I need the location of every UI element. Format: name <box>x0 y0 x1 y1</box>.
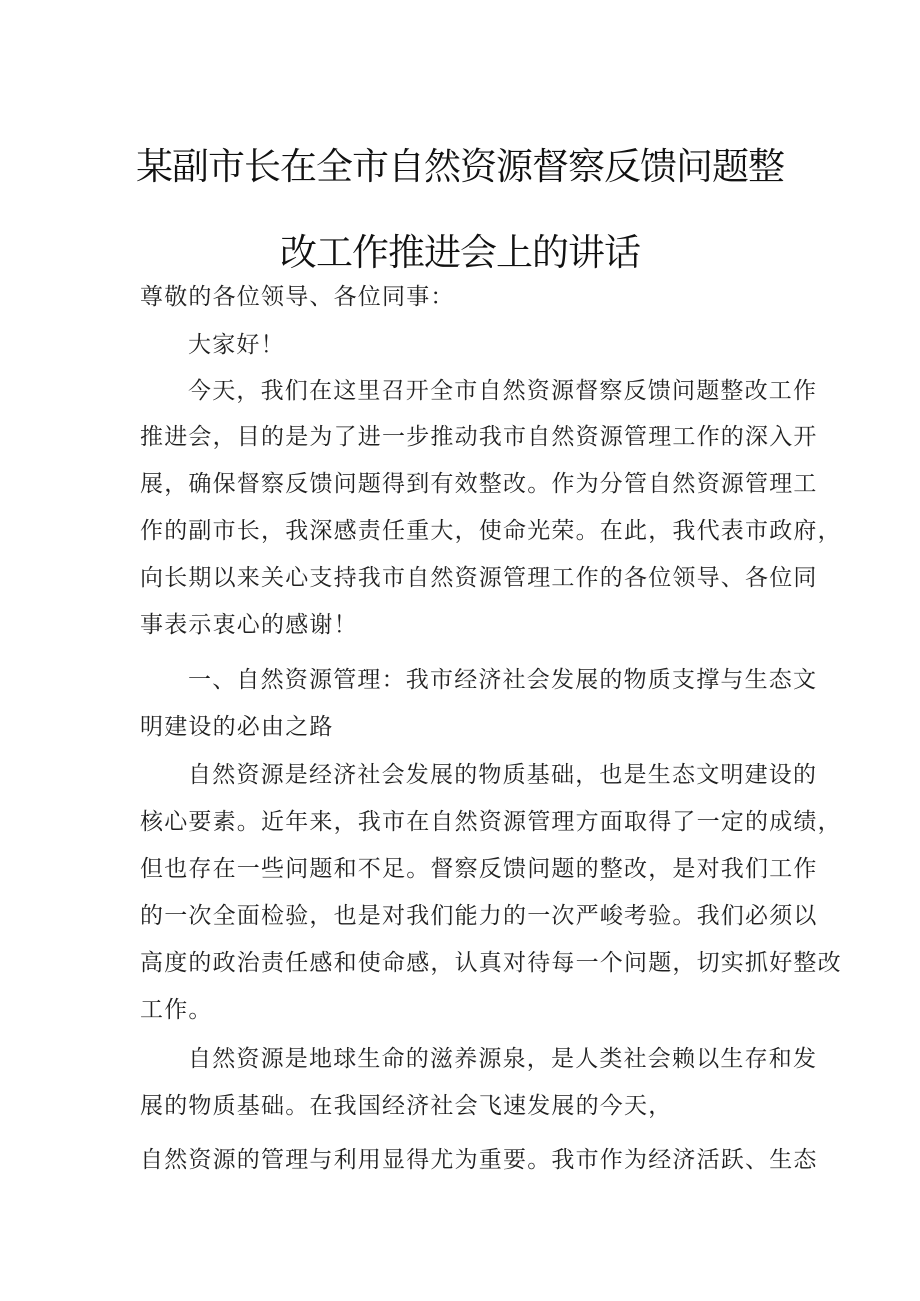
salutation: 尊敬的各位领导、各位同事： <box>140 284 455 310</box>
paragraph-line: 工作。 <box>140 997 213 1023</box>
paragraph-line: 推进会，目的是为了进一步推动我市自然资源管理工作的深入开 <box>140 424 818 450</box>
paragraph-line: 但也存在一些问题和不足。督察反馈问题的整改，是对我们工作 <box>140 856 818 882</box>
section-heading-line: 明建设的必由之路 <box>140 714 334 740</box>
paragraph-line: 作的副市长，我深感责任重大，使命光荣。在此，我代表市政府， <box>140 518 842 544</box>
paragraph-line: 自然资源是经济社会发展的物质基础，也是生态文明建设的 <box>188 762 818 788</box>
paragraph-line: 的一次全面检验，也是对我们能力的一次严峻考验。我们必须以 <box>140 903 818 929</box>
paragraph-line: 今天，我们在这里召开全市自然资源督察反馈问题整改工作 <box>188 378 818 404</box>
paragraph-line: 自然资源的管理与利用显得尤为重要。我市作为经济活跃、生态 <box>140 1147 818 1173</box>
document-title-line-1: 某副市长在全市自然资源督察反馈问题整 <box>136 145 784 188</box>
paragraph-line: 事表示衷心的感谢！ <box>140 612 358 638</box>
paragraph-line: 自然资源是地球生命的滋养源泉，是人类社会赖以生存和发 <box>188 1046 818 1072</box>
paragraph-line: 核心要素。近年来，我市在自然资源管理方面取得了一定的成绩， <box>140 809 842 835</box>
paragraph-line: 向长期以来关心支持我市自然资源管理工作的各位领导、各位同 <box>140 565 818 591</box>
paragraph-line: 展，确保督察反馈问题得到有效整改。作为分管自然资源管理工 <box>140 471 818 497</box>
document-title-line-2: 改工作推进会上的讲话 <box>280 231 640 274</box>
paragraph-line: 高度的政治责任感和使命感，认真对待每一个问题，切实抓好整改 <box>140 950 842 976</box>
greeting: 大家好！ <box>188 332 285 358</box>
section-heading-line: 一、自然资源管理：我市经济社会发展的物质支撑与生态文 <box>188 667 818 693</box>
paragraph-line: 展的物质基础。在我国经济社会飞速发展的今天， <box>140 1093 673 1119</box>
